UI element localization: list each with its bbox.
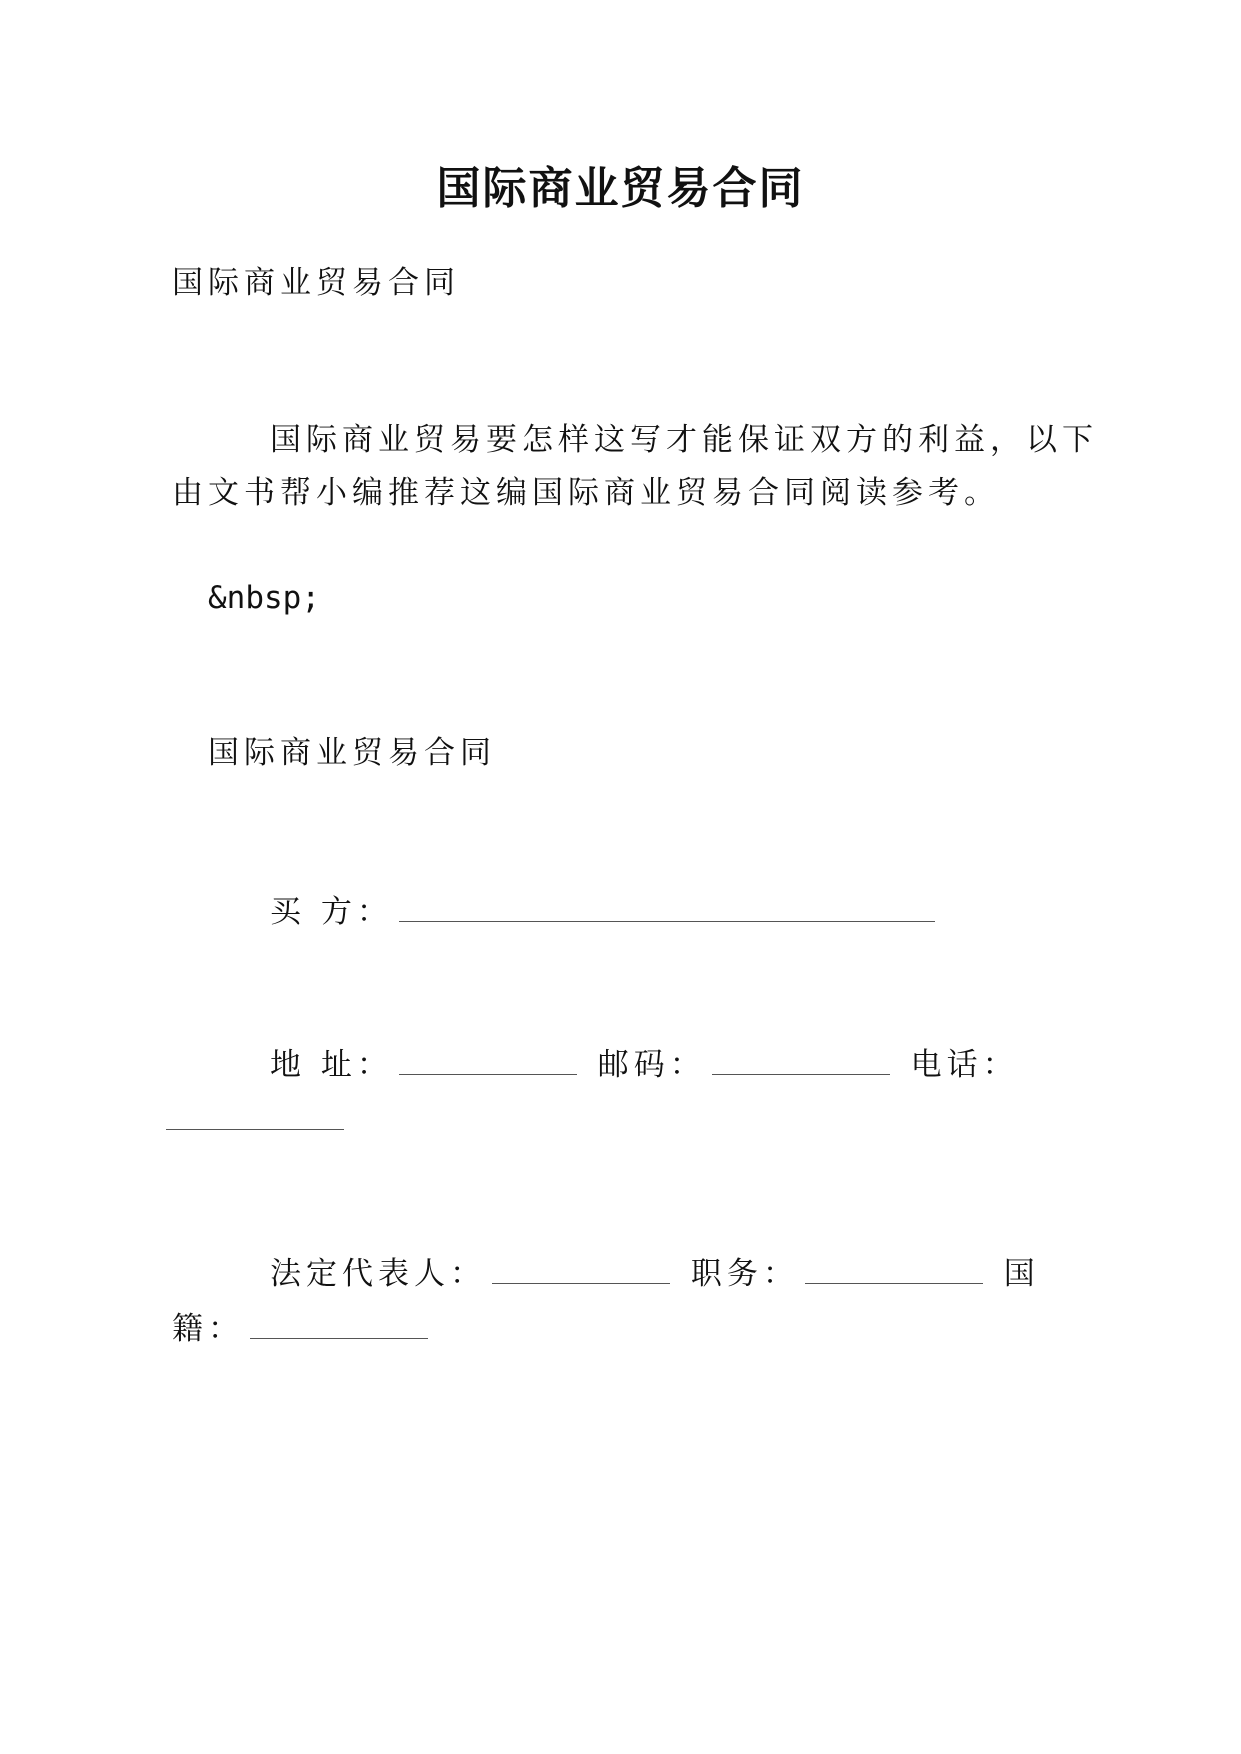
nbsp-text: &nbsp; [208, 580, 320, 616]
intro-line-1: 国际商业贸易要怎样这写才能保证双方的利益，以下 [270, 422, 1098, 458]
position-blank[interactable] [805, 1261, 983, 1284]
phone-line [166, 1100, 350, 1140]
buyer-blank[interactable] [399, 899, 935, 922]
nationality-line [172, 1309, 434, 1349]
position-label: 职务： [690, 1256, 799, 1292]
phone-label: 电话： [910, 1047, 1019, 1083]
phone-blank[interactable] [166, 1107, 344, 1130]
buyer-label: 买 方： [270, 894, 393, 930]
representative-label: 法定代表人： [270, 1256, 486, 1292]
postcode-label: 邮码： [597, 1047, 706, 1083]
intro-line-2: 由文书帮小编推荐这编国际商业贸易合同阅读参考。 [172, 475, 1000, 511]
address-blank[interactable] [399, 1052, 577, 1075]
nationality-label-start: 国 [1003, 1256, 1040, 1292]
subtitle: 国际商业贸易合同 [172, 265, 460, 301]
contract-heading: 国际商业贸易合同 [208, 735, 496, 771]
postcode-blank[interactable] [712, 1052, 890, 1075]
nationality-label-end: 籍： [172, 1311, 244, 1347]
address-line [270, 1045, 1019, 1085]
representative-line [270, 1254, 1040, 1294]
nationality-blank[interactable] [250, 1316, 428, 1339]
address-label: 地 址： [270, 1047, 393, 1083]
buyer-line [270, 892, 941, 932]
document-title: 国际商业贸易合同 [436, 163, 805, 214]
representative-blank[interactable] [492, 1261, 670, 1284]
